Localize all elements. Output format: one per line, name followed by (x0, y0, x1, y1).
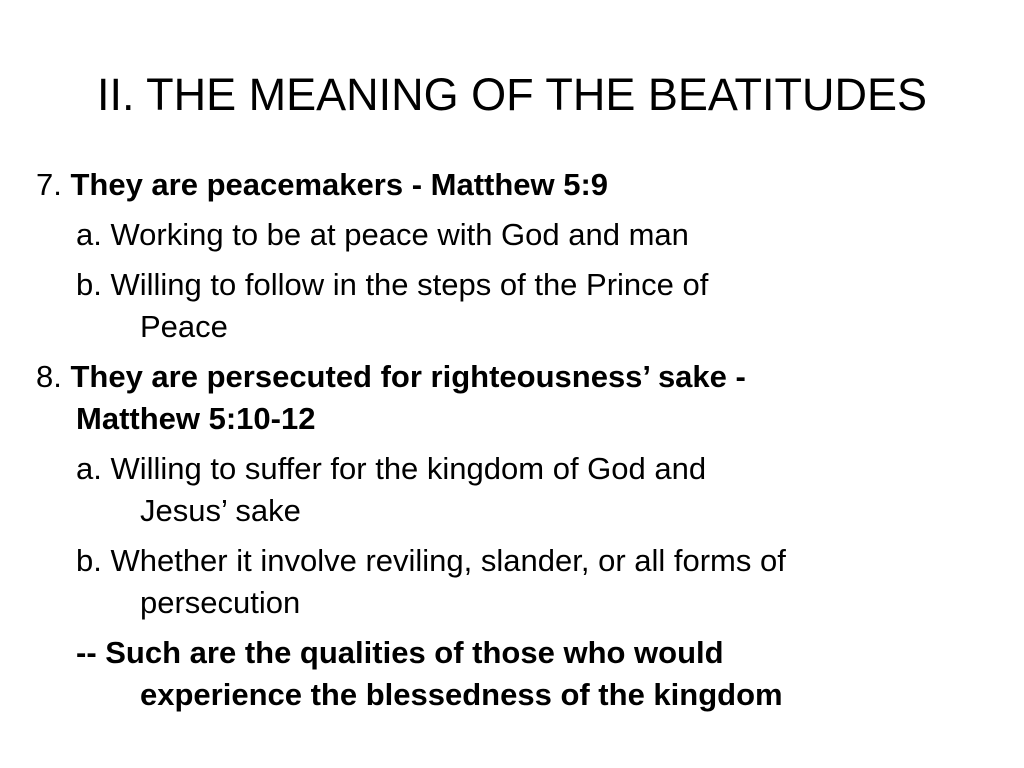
conclusion-continuation: experience the blessedness of the kingdom (140, 677, 783, 712)
conclusion: -- Such are the qualities of those who would (76, 635, 724, 670)
point-8 (36, 356, 996, 398)
point-8a: a. Willing to suffer for the kingdom of God and (76, 451, 707, 486)
point-8-number: 8. (36, 359, 71, 394)
point-8a-continuation: Jesus’ sake (140, 493, 301, 528)
point-7-heading: They are peacemakers - Matthew 5:9 (70, 167, 609, 202)
point-8-heading-continuation: Matthew 5:10-12 (76, 401, 316, 436)
point-8b: b. Whether it involve reviling, slander, or all forms of (76, 543, 786, 578)
point-7b-continuation: Peace (140, 309, 228, 344)
slide-title: II. THE MEANING OF THE BEATITUDES (96, 69, 928, 120)
point-7b: b. Willing to follow in the steps of the Prince of (76, 267, 709, 302)
point-8-heading: They are persecuted for righteousness’ sake - (70, 359, 746, 394)
slide-body (36, 164, 996, 716)
point-7 (36, 164, 996, 206)
point-7a: a. Working to be at peace with God and man (76, 217, 689, 252)
point-8b-continuation: persecution (140, 585, 301, 620)
point-7-number: 7. (36, 167, 71, 202)
